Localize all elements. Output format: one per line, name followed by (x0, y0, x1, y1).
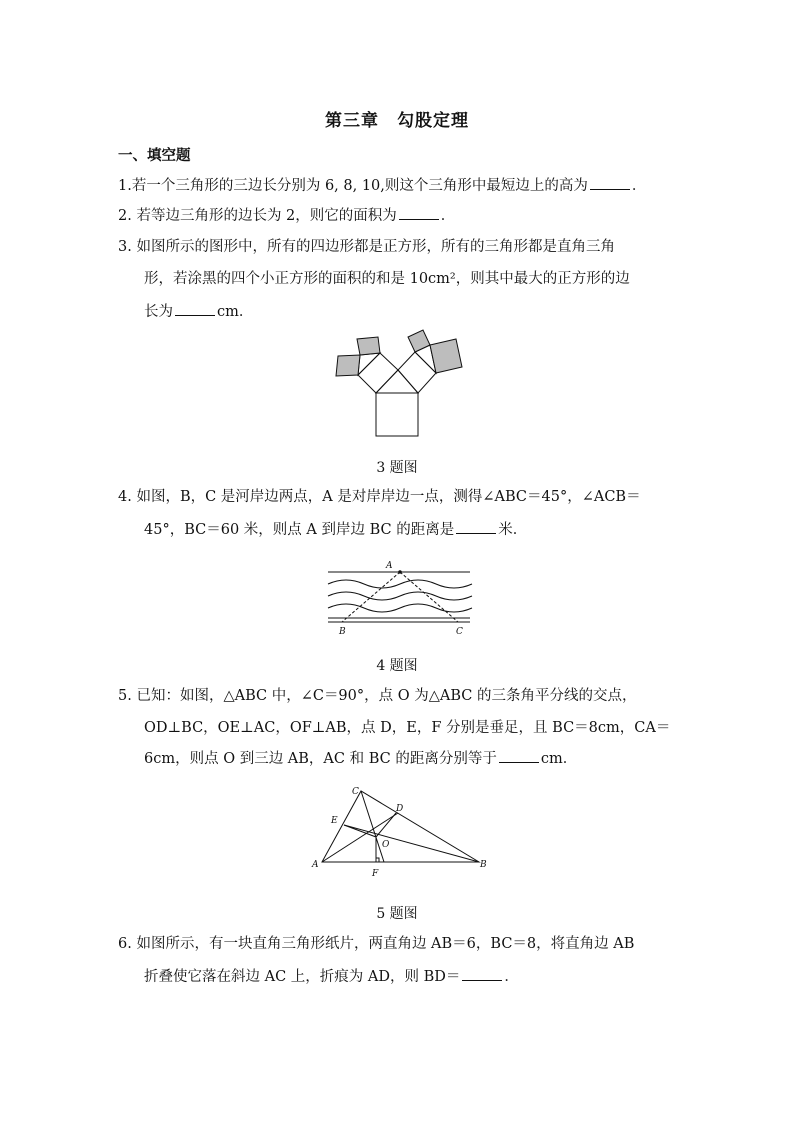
segment-oe (344, 825, 376, 837)
figure-5-triangle (306, 785, 491, 880)
question-2-text: 2. 若等边三角形的边长为 2，则它的面积为 (118, 208, 397, 224)
point-a (398, 570, 402, 574)
answer-blank-5 (499, 748, 539, 763)
page-title: 第三章 勾股定理 (325, 111, 469, 131)
question-4-line-2 (144, 519, 527, 540)
question-5-line-1: 5. 已知：如图，△ABC 中，∠C＝90°，点 O 为△ABC 的三条角平分线的交点， (118, 688, 637, 704)
label-c: C (352, 787, 359, 797)
question-3-line-1: 3. 如图所示的图形中，所有的四边形都是正方形，所有的三角形都是直角三角 (118, 239, 615, 255)
figure-4-caption: 4 题图 (376, 658, 418, 674)
question-2-end: ． (440, 208, 456, 224)
answer-blank-1 (590, 175, 630, 190)
shaded-square-1 (336, 355, 360, 376)
question-2 (118, 205, 455, 226)
figure-5-caption: 5 题图 (376, 906, 418, 922)
answer-blank-6 (462, 966, 502, 981)
answer-blank-4 (456, 519, 496, 534)
wave-3 (328, 604, 472, 612)
largest-square (376, 393, 418, 436)
wave-1 (328, 580, 472, 588)
label-f: F (372, 869, 379, 879)
question-3-unit: cm． (217, 304, 254, 320)
bisector-c (361, 791, 384, 862)
right-medium-square (398, 352, 436, 393)
question-5-unit: cm． (540, 751, 578, 767)
question-3-line-2: 形，若涂黑的四个小正方形的面积的和是 10cm²，则其中最大的正方形的边 (144, 271, 630, 287)
label-d: D (396, 804, 404, 814)
question-6-end: ． (504, 969, 519, 985)
wave-2 (328, 592, 472, 600)
label-a: A (386, 561, 393, 571)
label-e: E (331, 816, 338, 826)
figure-3-pythagoras-tree (330, 325, 490, 440)
answer-blank-3 (175, 301, 215, 316)
segment-ab (342, 572, 400, 622)
question-1-end: ． (631, 178, 647, 194)
question-1-text: 1.若一个三角形的三边长分别为 6, 8, 10,则这个三角形中最短边上的高为 (118, 178, 588, 194)
question-5-line-3 (144, 748, 577, 769)
question-5-line-2: OD⊥BC，OE⊥AC，OF⊥AB，点 D，E，F 分别是垂足，且 BC＝8cm，CA＝ (144, 720, 671, 736)
figure-4-river (322, 558, 482, 640)
label-c: C (456, 627, 463, 637)
triangle-abc (322, 791, 479, 862)
label-b: B (339, 627, 346, 637)
question-4-unit: 米． (498, 522, 528, 538)
answer-blank-2 (399, 205, 439, 220)
question-3-line-3 (144, 301, 253, 322)
question-4-line-1: 4. 如图，B，C 是河岸边两点，A 是对岸岸边一点，测得∠ABC＝45°，∠ACB＝ (118, 489, 641, 505)
question-4-text: 45°，BC＝60 米，则点 A 到岸边 BC 的距离是 (144, 522, 455, 538)
question-6-text: 折叠使它落在斜边 AC 上，折痕为 AD，则 BD＝ (144, 969, 461, 985)
label-a: A (312, 860, 319, 870)
question-6-line-2 (144, 966, 519, 987)
question-3-text: 长为 (144, 304, 173, 320)
left-small-triangle (358, 353, 380, 375)
segment-ac (400, 572, 458, 622)
label-b: B (480, 860, 487, 870)
left-medium-square (358, 353, 398, 393)
label-o: O (382, 840, 390, 850)
figure-3-caption: 3 题图 (376, 460, 418, 476)
bisector-b (344, 825, 479, 862)
shaded-square-4 (430, 339, 462, 373)
question-5-text: 6cm，则点 O 到三边 AB，AC 和 BC 的距离分别等于 (144, 751, 497, 767)
section-heading: 一、填空题 (118, 148, 191, 164)
shaded-square-2 (357, 337, 380, 355)
shaded-square-3 (408, 330, 430, 352)
question-1 (118, 175, 646, 196)
top-triangle (376, 370, 418, 393)
question-6-line-1: 6. 如图所示，有一块直角三角形纸片，两直角边 AB＝6，BC＝8，将直角边 AB (118, 936, 635, 952)
